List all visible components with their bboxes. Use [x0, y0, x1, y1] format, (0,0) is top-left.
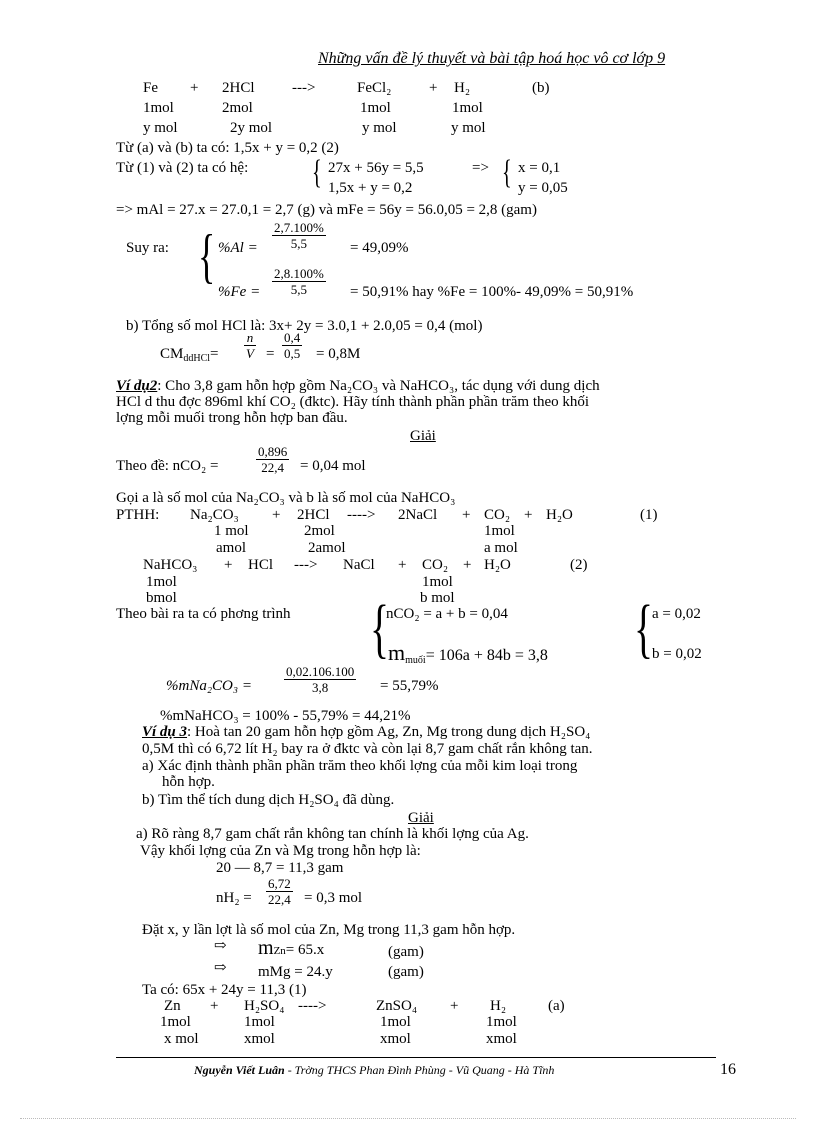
brace: {	[370, 592, 390, 665]
example-title: Ví dụ2	[116, 378, 158, 394]
text-line: Từ (a) và (b) ta có: 1,5x + y = 0,2 (2)	[116, 140, 339, 156]
mol: bmol	[146, 590, 177, 606]
solution: b = 0,02	[652, 646, 702, 662]
operator: +	[210, 998, 219, 1014]
mol: 1mol	[484, 523, 515, 539]
school: - Trờng THCS Phan Đình Phùng - Vũ Quang - Hà Tĩnh	[284, 1063, 555, 1077]
formula: Zn	[164, 998, 181, 1014]
text-line: b) Tìm thể tích dung dịch H₂SO₄ đã dùng.	[142, 792, 395, 808]
text-line: => mAl = 27.x = 27.0,1 = 2,7 (g) và mFe = 56y = 56.0,05 = 2,8 (gam)	[116, 202, 537, 218]
fraction	[282, 330, 302, 361]
numerator: 0,4	[284, 330, 301, 345]
arrow-icon: ⇨	[214, 938, 227, 954]
fraction	[272, 266, 326, 297]
arrow: --->	[292, 80, 316, 96]
mol: 1 mol	[214, 523, 249, 539]
dotted-line	[20, 1118, 796, 1119]
equation-number: (1)	[640, 507, 658, 523]
fraction	[244, 330, 256, 361]
unit: (gam)	[388, 964, 424, 980]
text-line: Ta có: 65x + 24y = 11,3 (1)	[142, 982, 307, 998]
mass-zn	[258, 937, 325, 960]
fraction	[256, 444, 289, 475]
mass-mg: mMg = 24.y	[258, 964, 333, 980]
mol: b mol	[420, 590, 455, 606]
mol: 1mol	[422, 574, 453, 590]
text-line: Từ (1) và (2) ta có hệ:	[116, 160, 249, 176]
formula: CO₂	[484, 507, 511, 523]
text-line: HCl d thu đợc 896ml khí CO₂ (đktc). Hãy tính thành phần phần trăm theo khối	[116, 394, 590, 410]
text-line: Suy ra:	[126, 240, 169, 256]
m: m	[258, 937, 274, 959]
text: : Cho 3,8 gam hỗn hợp gồm Na₂CO₃ và NaHCO₃, tác dụng với dung dịch	[157, 378, 600, 394]
footer	[194, 1062, 554, 1079]
giai-heading: Giải	[410, 428, 436, 444]
arrow: ---->	[347, 507, 376, 523]
denominator: 5,5	[290, 282, 308, 297]
formula: FeCl₂	[357, 80, 392, 96]
concentration-label	[160, 346, 218, 363]
mol: 1mol	[244, 1014, 275, 1030]
author: Nguyễn Viết Luân	[194, 1063, 285, 1077]
formula: H₂	[490, 998, 507, 1014]
formula: HCl	[248, 557, 274, 573]
cm: CM	[160, 346, 184, 362]
text-line: a) Rõ ràng 8,7 gam chất rắn không tan chính là khối lợng của Ag.	[136, 826, 529, 842]
text: : Hoà tan 20 gam hỗn hợp gồm Ag, Zn, Mg trong dung dịch H₂SO₄	[187, 724, 591, 740]
mol: 2mol	[222, 100, 253, 116]
formula: H₂O	[546, 507, 573, 523]
mol: xmol	[486, 1031, 517, 1047]
brace: {	[198, 223, 216, 289]
example-3-line	[142, 724, 590, 741]
label: %Fe =	[218, 284, 261, 300]
solution: y = 0,05	[518, 180, 568, 196]
formula: H₂SO₄	[244, 998, 285, 1014]
result: = 0,8M	[316, 346, 361, 362]
text-line: b) Tổng số mol HCl là: 3x+ 2y = 3.0,1 + 2.0,05 = 0,4 (mol)	[126, 318, 483, 334]
equation-number: (a)	[548, 998, 565, 1014]
text-line: 20 — 8,7 = 11,3 gam	[216, 860, 344, 876]
fraction	[266, 876, 293, 907]
operator: +	[190, 80, 199, 96]
operator: +	[463, 557, 472, 573]
numerator: n	[244, 330, 256, 346]
giai-heading: Giải	[408, 810, 434, 826]
numerator: 2,8.100%	[274, 266, 324, 281]
example-title: Ví dụ 3	[142, 724, 188, 740]
denominator: 3,8	[312, 680, 329, 695]
formula: ZnSO₄	[376, 998, 418, 1014]
text-line: 0,5M thì có 6,72 lít H₂ bay ra ở đktc và còn lại 8,7 gam chất rắn không tan.	[142, 741, 593, 757]
label: %mNa₂CO₃ =	[166, 678, 252, 694]
mol: 2amol	[308, 540, 346, 556]
text-line: %mNaHCO₃ = 100% - 55,79% = 44,21%	[160, 708, 411, 724]
text-line: a) Xác định thành phần phần trăm theo khối lợng của mỗi kim loại trong	[142, 758, 578, 774]
implies: =>	[472, 160, 489, 176]
equation: 27x + 56y = 5,5	[328, 160, 424, 176]
mol: 1mol	[452, 100, 483, 116]
equation-number: (2)	[570, 557, 588, 573]
brace: {	[502, 154, 512, 191]
result: = 0,04 mol	[300, 458, 366, 474]
equation-number: (b)	[532, 80, 550, 96]
footer-rule	[116, 1057, 716, 1058]
label: %Al =	[218, 240, 258, 256]
mol: y mol	[362, 120, 397, 136]
formula: CO₂	[422, 557, 449, 573]
formula: 2NaCl	[398, 507, 438, 523]
text-line: Gọi a là số mol của Na₂CO₃ và b là số mol của NaHCO₃	[116, 490, 456, 506]
formula: H₂	[454, 80, 471, 96]
denominator: V	[246, 346, 254, 361]
mol: 2y mol	[230, 120, 273, 136]
example-2-line	[116, 378, 600, 395]
text-line: Theo bài ra ta có phơng trình	[116, 606, 291, 622]
mol: x mol	[164, 1031, 199, 1047]
result: = 55,79%	[380, 678, 439, 694]
mol: y mol	[451, 120, 486, 136]
arrow: ---->	[298, 998, 327, 1014]
equals: =	[266, 346, 275, 362]
result: = 0,3 mol	[304, 890, 363, 906]
operator: +	[429, 80, 438, 96]
numerator: 0,896	[258, 444, 288, 459]
numerator: 2,7.100%	[274, 220, 324, 235]
denominator: 0,5	[284, 346, 301, 361]
cm-subscript: ddHCl	[183, 353, 211, 364]
operator: +	[450, 998, 459, 1014]
mol: 1mol	[360, 100, 391, 116]
denominator: 22,4	[268, 892, 291, 907]
arrow: --->	[294, 557, 318, 573]
mol: 1mol	[143, 100, 174, 116]
fraction	[272, 220, 326, 251]
formula: H₂O	[484, 557, 511, 573]
operator: +	[524, 507, 533, 523]
unit: (gam)	[388, 944, 424, 960]
mol: xmol	[244, 1031, 275, 1047]
mol: 1mol	[160, 1014, 191, 1030]
mol: y mol	[143, 120, 178, 136]
formula: NaCl	[343, 557, 375, 573]
brace: {	[634, 592, 654, 665]
label: nH₂ =	[216, 890, 252, 906]
rest: = 106a + 84b = 3,8	[425, 647, 548, 664]
result: = 49,09%	[350, 240, 409, 256]
subscript: muối	[405, 655, 426, 666]
text-line: Đặt x, y lần lợt là số mol của Zn, Mg trong 11,3 gam hỗn hợp.	[142, 922, 516, 938]
equals: =	[210, 346, 219, 362]
formula: NaHCO₃	[143, 557, 198, 573]
page-number: 16	[720, 1061, 736, 1078]
solution: a = 0,02	[652, 606, 701, 622]
mol: 2mol	[304, 523, 335, 539]
arrow-icon: ⇨	[214, 960, 227, 976]
fraction	[284, 664, 356, 695]
mol: xmol	[380, 1031, 411, 1047]
mol: 1mol	[486, 1014, 517, 1030]
formula: Na₂CO₃	[190, 507, 239, 523]
solution: x = 0,1	[518, 160, 561, 176]
result: = 50,91% hay %Fe = 100%- 49,09% = 50,91%	[350, 284, 634, 300]
denominator: 5,5	[290, 236, 308, 251]
text-line: Theo đề: nCO₂ =	[116, 458, 219, 474]
numerator: 0,02.106.100	[286, 664, 355, 679]
mol: amol	[216, 540, 246, 556]
equation	[388, 640, 548, 666]
operator: +	[272, 507, 281, 523]
equation: nCO₂ = a + b = 0,04	[386, 606, 508, 622]
formula: 2HCl	[222, 80, 255, 96]
m: m	[388, 640, 406, 665]
operator: +	[462, 507, 471, 523]
rest: = 65.x	[285, 942, 325, 958]
operator: +	[224, 557, 233, 573]
label: PTHH:	[116, 507, 160, 523]
mol: a mol	[484, 540, 518, 556]
subscript: Zn	[273, 945, 286, 957]
text-line: hỗn hợp.	[162, 774, 215, 790]
formula: Fe	[143, 80, 158, 96]
text-line: lợng mỗi muối trong hỗn hợp ban đầu.	[116, 410, 348, 426]
equation: 1,5x + y = 0,2	[328, 180, 413, 196]
running-header: Những vấn đề lý thuyết và bài tập hoá học vô cơ lớp 9	[318, 50, 666, 67]
numerator: 6,72	[268, 876, 291, 891]
denominator: 22,4	[261, 460, 284, 475]
mol: 1mol	[146, 574, 177, 590]
brace: {	[312, 154, 322, 191]
mol: 1mol	[380, 1014, 411, 1030]
formula: 2HCl	[297, 507, 330, 523]
text-line: Vậy khối lợng của Zn và Mg trong hỗn hợp là:	[140, 843, 421, 859]
operator: +	[398, 557, 407, 573]
